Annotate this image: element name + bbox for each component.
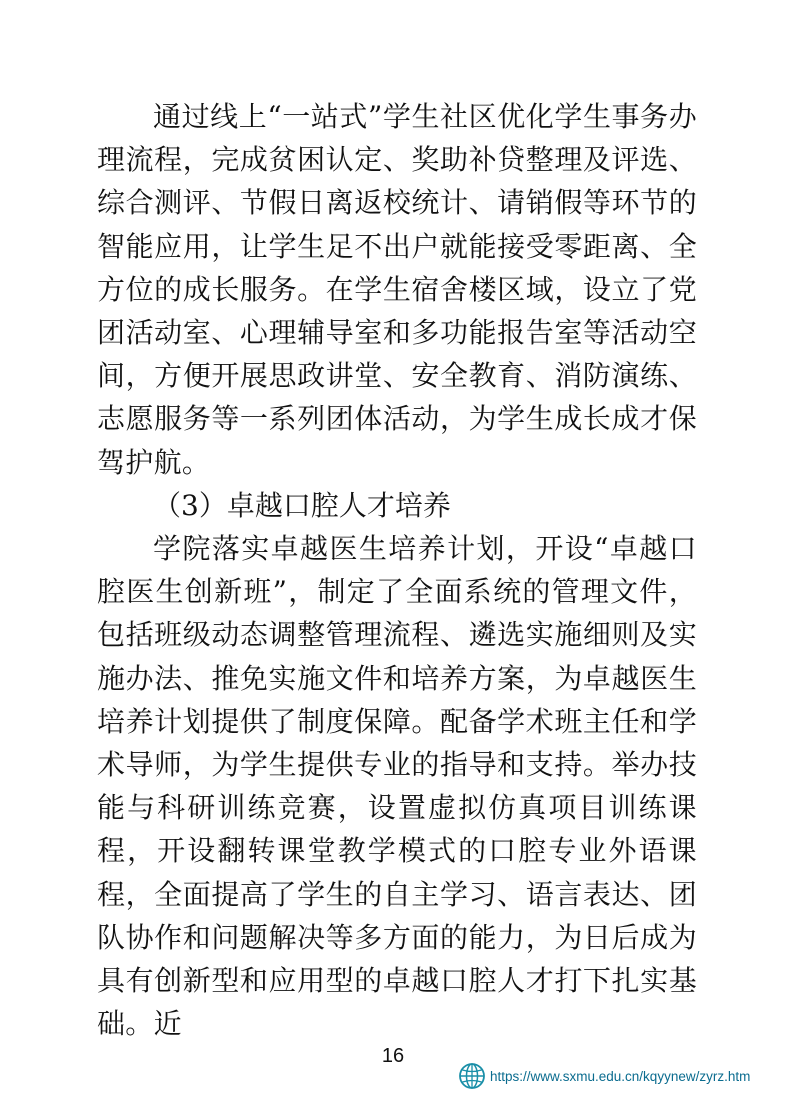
section-heading: （3）卓越口腔人才培养 [153,488,451,522]
source-url[interactable]: https://www.sxmu.edu.cn/kqyynew/zyrz.htm [490,1068,751,1084]
document-body [97,95,697,1045]
paragraph-student-community: 通过线上“一站式”学生社区优化学生事务办理流程，完成贫困认定、奖助补贷整理及评选、综合测评、节假日离返校统计、请销假等环节的智能应用，让学生足不出户就能接受零距离、全方位的成长服务。在学生宿舍楼区域，设立了党团活动室、心理辅导室和多功能报告室等活动空间，方便开展思政讲堂、安全教育、消防演练、志愿服务等一系列团体活动，为学生成长成才保驾护航。 [97,100,697,479]
source-link[interactable] [458,1060,750,1092]
page-number: 16 [381,1045,405,1067]
paragraph-excellent-talent: 学院落实卓越医生培养计划，开设“卓越口腔医生创新班”，制定了全面系统的管理文件，包括班级动态调整管理流程、遴选实施细则及实施办法、推免实施文件和培养方案，为卓越医生培养计划提供了制度保障。配备学术班主任和学术导师，为学生提供专业的指导和支持。举办技能与科研训练竞赛，设置虚拟仿真项目训练课程，开设翻转课堂教学模式的口腔专业外语课程，全面提高了学生的自主学习、语言表达、团队协作和问题解决等多方面的能力，为日后成为具有创新型和应用型的卓越口腔人才打下扎实基础。近 [97,532,697,1041]
globe-icon [458,1062,486,1090]
